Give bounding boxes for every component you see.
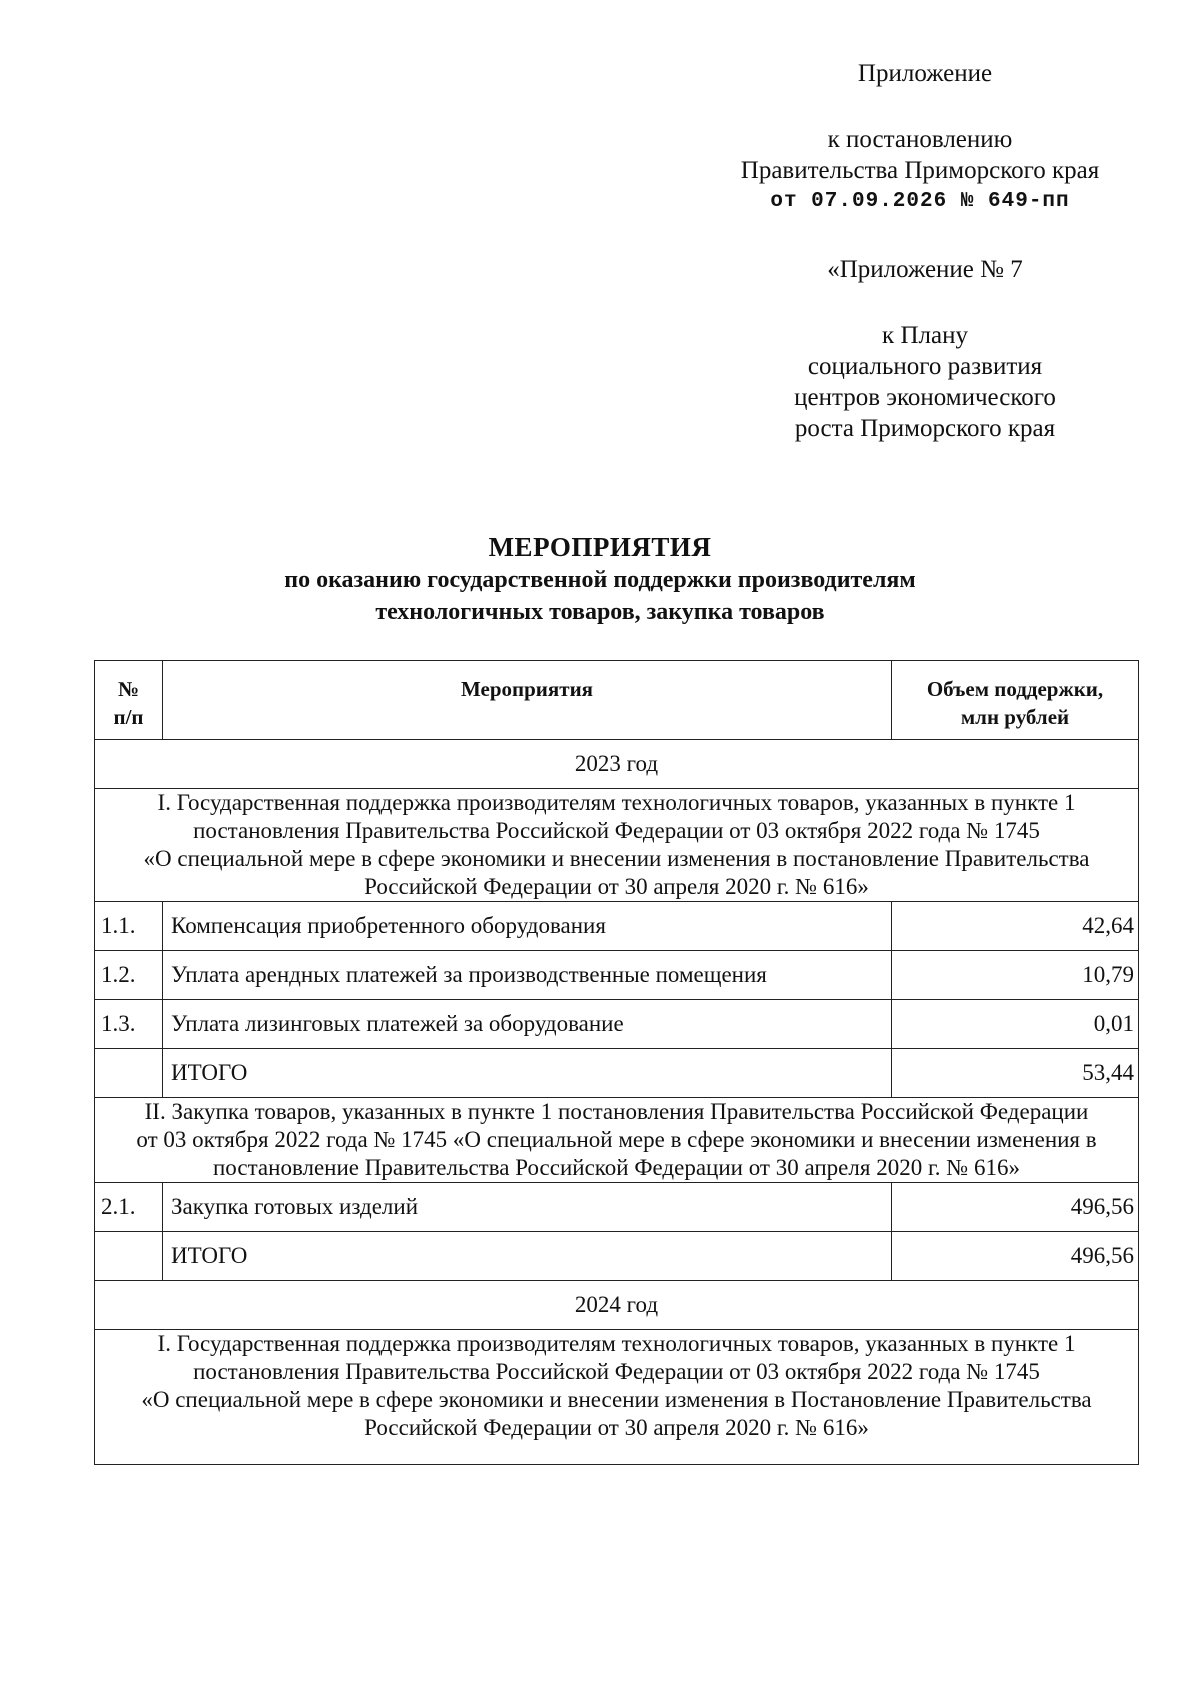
total-label: ИТОГО (163, 1232, 892, 1281)
item-value: 0,01 (892, 1000, 1139, 1049)
plan-line-1: к Плану (882, 322, 968, 349)
plan-line-4: роста Приморского края (794, 415, 1056, 442)
document-title (0, 530, 1200, 628)
total-value: 53,44 (892, 1049, 1139, 1098)
plan-line-3: центров экономического (794, 384, 1056, 411)
section-line: от 03 октября 2022 года № 1745 «О специальной мере в сфере экономики и внесении изменения в (136, 1127, 1097, 1152)
section-2024-1 (95, 1330, 1139, 1465)
title-main: МЕРОПРИЯТИЯ (488, 532, 712, 562)
item-num: 1.3. (95, 1000, 163, 1049)
resolution-line-1: к постановлению (827, 126, 1013, 153)
section-row (95, 1330, 1139, 1465)
year-row-2024 (95, 1281, 1139, 1330)
section-line: «О специальной мере в сфере экономики и внесении изменения в Постановление Правительства (141, 1387, 1092, 1412)
item-name: Уплата арендных платежей за производственные помещения (163, 951, 892, 1000)
section-2023-1 (95, 789, 1139, 902)
item-name: Уплата лизинговых платежей за оборудование (163, 1000, 892, 1049)
item-num (95, 1232, 163, 1281)
plan-reference (700, 320, 1150, 444)
header-measures-text: Мероприятия (460, 677, 594, 701)
section-line: постановления Правительства Российской Федерации от 03 октября 2022 года № 1745 (193, 818, 1040, 843)
item-num: 1.1. (95, 902, 163, 951)
section-line: постановление Правительства Российской Федерации от 30 апреля 2020 г. № 616» (213, 1155, 1020, 1180)
item-num: 2.1. (95, 1183, 163, 1232)
header-volume (892, 661, 1139, 740)
section-row (95, 789, 1139, 902)
item-name: Компенсация приобретенного оборудования (163, 902, 892, 951)
section-line: I. Государственная поддержка производителям технологичных товаров, указанных в пункте 1 (157, 790, 1076, 815)
previous-appendix-label (760, 254, 1090, 285)
section-line: Российской Федерации от 30 апреля 2020 г. № 616» (364, 874, 869, 899)
header-volume-line-2: млн рублей (960, 705, 1070, 729)
header-measures (163, 661, 892, 740)
resolution-line-2: Правительства Приморского края (740, 157, 1100, 184)
section-line: постановления Правительства Российской Федерации от 03 октября 2022 года № 1745 (193, 1359, 1040, 1384)
item-value: 42,64 (892, 902, 1139, 951)
item-num (95, 1049, 163, 1098)
table-row (95, 902, 1139, 951)
year-cell-2024: 2024 год (95, 1281, 1139, 1330)
header-num-line-2: п/п (113, 705, 144, 729)
appendix-label (760, 58, 1090, 89)
item-value: 496,56 (892, 1183, 1139, 1232)
total-row (95, 1232, 1139, 1281)
section-2023-2 (95, 1098, 1139, 1183)
total-row (95, 1049, 1139, 1098)
section-line: «О специальной мере в сфере экономики и внесении изменения в постановление Правительства (143, 846, 1090, 871)
item-name: Закупка готовых изделий (163, 1183, 892, 1232)
table-row (95, 1183, 1139, 1232)
table-row (95, 951, 1139, 1000)
year-cell-2023: 2023 год (95, 740, 1139, 789)
header-num (95, 661, 163, 740)
appendix-text: Приложение (857, 60, 993, 87)
title-sub-1: по оказанию государственной поддержки производителям (284, 567, 916, 593)
title-sub-2: технологичных товаров, закупка товаров (375, 599, 825, 625)
previous-appendix-text: «Приложение № 7 (827, 256, 1023, 283)
total-label: ИТОГО (163, 1049, 892, 1098)
plan-line-2: социального развития (807, 353, 1043, 380)
section-line: I. Государственная поддержка производителям технологичных товаров, указанных в пункте 1 (157, 1331, 1076, 1356)
total-value: 496,56 (892, 1232, 1139, 1281)
section-row (95, 1098, 1139, 1183)
header-num-line-1: № (117, 677, 140, 701)
table-row (95, 1000, 1139, 1049)
measures-table (94, 660, 1139, 1465)
section-line: II. Закупка товаров, указанных в пункте 1 постановления Правительства Российской Федерации (144, 1099, 1089, 1124)
item-value: 10,79 (892, 951, 1139, 1000)
item-num: 1.2. (95, 951, 163, 1000)
year-row-2023 (95, 740, 1139, 789)
resolution-number: от 07.09.2026 № 649-пп (770, 190, 1070, 213)
table-header-row (95, 661, 1139, 740)
section-line: Российской Федерации от 30 апреля 2020 г. № 616» (364, 1415, 869, 1440)
header-volume-line-1: Объем поддержки, (926, 677, 1104, 701)
resolution-reference (690, 124, 1150, 217)
